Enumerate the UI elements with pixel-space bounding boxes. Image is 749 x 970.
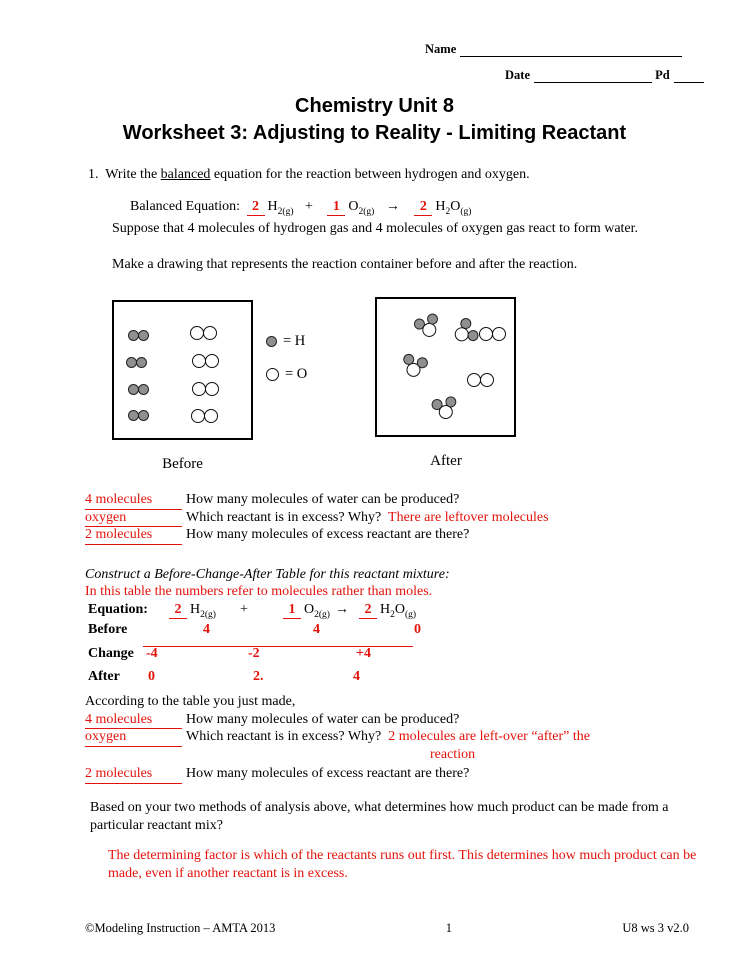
formula-h2o — [435, 199, 472, 217]
bca-eq-o2 — [280, 602, 330, 619]
bca-eq-h2 — [166, 602, 216, 619]
h2-molecule — [126, 357, 147, 368]
qa2-intro: According to the table you just made, — [85, 694, 296, 709]
formula-o2-symbol: O — [304, 602, 315, 617]
formula-o2 — [304, 602, 330, 620]
legend-o-row — [266, 366, 307, 383]
answer-blank: 4 molecules — [85, 491, 182, 510]
name-line — [425, 42, 682, 57]
legend-o-label: = O — [285, 366, 308, 382]
answer-blank: 2 molecules — [85, 526, 182, 545]
bca-intro-red: In this table the numbers refer to molecules rather than moles. — [85, 584, 433, 599]
bca-row-label-before: Before — [88, 622, 128, 637]
answer-note-continued: reaction — [430, 746, 476, 762]
question-1 — [88, 167, 708, 183]
o2-molecule — [467, 373, 494, 387]
question-text-underlined: balanced — [160, 167, 211, 182]
balanced-equation-label: Balanced Equation: — [130, 199, 241, 214]
coefficient-h2o: 2 — [414, 199, 432, 216]
qa1-line-3 — [85, 526, 725, 544]
formula-h2o-sub: 2 — [390, 609, 395, 620]
qa-set-1 — [85, 491, 725, 544]
formula-h2o-h: H — [380, 602, 391, 617]
bca-intro — [85, 566, 450, 600]
final-question: Based on your two methods of analysis above, what determines how much product can be made from a particular reactant mix? — [90, 800, 669, 833]
bca-before-h2: 4 — [203, 622, 210, 637]
h2o-molecule — [411, 310, 446, 343]
h2-molecule — [128, 384, 149, 395]
formula-o2-sub: 2(g) — [314, 609, 330, 620]
footer-version: U8 ws 3 v2.0 — [622, 921, 689, 935]
legend-h-row — [266, 333, 307, 350]
question-text-pre: Write the — [105, 167, 161, 182]
oxygen-atom — [204, 409, 218, 423]
oxygen-atom — [205, 354, 219, 368]
oxygen-atom — [190, 326, 204, 340]
formula-h2o-sub: 2 — [445, 206, 451, 217]
oxygen-atom — [479, 327, 493, 341]
formula-o2 — [348, 199, 375, 217]
date-label: Date — [505, 68, 530, 82]
oxygen-atom — [192, 354, 206, 368]
bca-change-o2: -2 — [248, 646, 260, 661]
qa2-line-1 — [85, 711, 730, 729]
formula-o2-symbol: O — [348, 199, 359, 214]
hydrogen-atom — [138, 410, 149, 421]
formula-h2o-state: (g) — [405, 609, 417, 620]
answer-blank: oxygen — [85, 728, 182, 747]
formula-h2 — [190, 602, 216, 620]
qa2-line-3 — [85, 765, 730, 783]
bca-change-h2: -4 — [146, 646, 158, 661]
o2-molecule — [191, 409, 218, 423]
footer-page-number: 1 — [445, 921, 452, 935]
question-number: 1. — [88, 167, 99, 182]
after-box — [375, 297, 516, 437]
question-text: How many molecules of water can be produced? — [186, 711, 460, 727]
bca-after-row — [88, 669, 528, 689]
o2-molecule — [192, 354, 219, 368]
hydrogen-atom-icon — [266, 336, 277, 347]
h2-molecule — [128, 410, 149, 421]
question-text: How many molecules of excess reactant are there? — [186, 766, 470, 781]
question-text: How many molecules of water can be produced? — [186, 492, 460, 507]
change-row-underline — [143, 646, 413, 647]
page-footer — [85, 921, 689, 936]
bca-change-row — [88, 646, 528, 666]
answer-note: 2 molecules are left-over “after” the — [388, 729, 590, 744]
bca-after-h2o: 4 — [353, 669, 360, 684]
after-label: After — [430, 453, 462, 469]
formula-h2-sub: 2(g) — [200, 609, 216, 620]
bca-after-o2: 2. — [253, 669, 264, 684]
formula-h2o — [380, 602, 417, 620]
plus-sign: + — [240, 602, 248, 617]
oxygen-atom — [205, 382, 219, 396]
coefficient-h2: 2 — [247, 199, 265, 216]
hydrogen-atom — [138, 384, 149, 395]
h2-molecule — [128, 330, 149, 341]
oxygen-atom — [192, 382, 206, 396]
qa2-line-2 — [85, 728, 730, 746]
legend-h-label: = H — [283, 333, 306, 349]
formula-h2-sub: 2(g) — [277, 206, 294, 217]
h2o-molecule — [429, 394, 461, 424]
o2-molecule — [190, 326, 217, 340]
name-label: Name — [425, 42, 457, 56]
oxygen-atom — [480, 373, 494, 387]
final-answer: The determining factor is which of the reactants runs out first. This determines how much product can be made, even if another reactant is in excess. — [108, 848, 697, 881]
bca-row-label-after: After — [88, 669, 120, 684]
title-line1: Chemistry Unit 8 — [295, 95, 454, 117]
suppose-text: Suppose that 4 molecules of hydrogen gas and 4 molecules of oxygen gas react to form water. — [112, 221, 639, 236]
answer-blank: oxygen — [85, 509, 182, 528]
pd-label: Pd — [655, 68, 670, 82]
answer-blank: 2 molecules — [85, 765, 182, 784]
o2-molecule — [192, 382, 219, 396]
question-text: Which reactant is in excess? Why? — [186, 509, 382, 525]
answer-blank: 4 molecules — [85, 711, 182, 730]
h2o-molecule — [447, 315, 482, 351]
bca-row-label-change: Change — [88, 646, 134, 661]
bca-after-h2: 0 — [148, 669, 155, 684]
title-line2: Worksheet 3: Adjusting to Reality - Limiting Reactant — [122, 122, 627, 144]
answer-note: There are leftover molecules — [388, 509, 549, 525]
legend — [266, 333, 307, 399]
date-line — [505, 68, 704, 83]
question-text-post: equation for the reaction between hydrogen and oxygen. — [210, 167, 530, 182]
formula-h2 — [267, 199, 294, 217]
formula-h2-symbol: H — [190, 602, 201, 617]
bca-equation-row — [88, 602, 528, 622]
question-text: How many molecules of excess reactant are there? — [186, 527, 470, 542]
bca-change-h2o: +4 — [356, 646, 371, 661]
bca-before-h2o: 0 — [414, 622, 421, 637]
reaction-arrow: → — [385, 199, 400, 214]
formula-o2-sub: 2(g) — [358, 206, 375, 217]
oxygen-atom — [492, 327, 506, 341]
bca-before-row — [88, 622, 528, 642]
footer-copyright: ©Modeling Instruction – AMTA 2013 — [85, 921, 276, 935]
before-box — [112, 300, 253, 440]
bca-intro-italic: Construct a Before-Change-After Table for this reactant mixture: — [85, 567, 450, 582]
drawing-instruction: Make a drawing that represents the reaction container before and after the reaction. — [112, 257, 578, 272]
hydrogen-atom — [138, 330, 149, 341]
qa1-line-2 — [85, 509, 725, 527]
bca-eq-h2o — [356, 602, 416, 619]
page-title — [0, 93, 749, 147]
formula-h2-symbol: H — [267, 199, 278, 214]
hydrogen-atom — [136, 357, 147, 368]
formula-h2o-o: O — [450, 199, 461, 214]
qa1-line-1 — [85, 491, 725, 509]
oxygen-atom — [191, 409, 205, 423]
plus-sign: + — [304, 199, 313, 214]
formula-h2o-state: (g) — [460, 206, 472, 217]
oxygen-atom — [467, 373, 481, 387]
o2-molecule — [479, 327, 506, 341]
before-label: Before — [162, 456, 203, 472]
h2o-molecule — [399, 353, 430, 381]
formula-h2o-h: H — [435, 199, 446, 214]
coefficient-h2: 2 — [169, 602, 187, 619]
balanced-equation — [130, 199, 471, 216]
name-blank — [460, 44, 682, 57]
qa-set-2 — [85, 693, 730, 783]
reaction-arrow: → — [335, 602, 349, 617]
bca-row-label-equation: Equation: — [88, 602, 148, 617]
pd-blank — [674, 70, 704, 83]
oxygen-atom — [203, 326, 217, 340]
coefficient-o2: 1 — [327, 199, 345, 216]
coefficient-h2o: 2 — [359, 602, 377, 619]
formula-h2o-o: O — [394, 602, 405, 617]
oxygen-atom-icon — [266, 368, 279, 381]
bca-before-o2: 4 — [313, 622, 320, 637]
coefficient-o2: 1 — [283, 602, 301, 619]
question-text: Which reactant is in excess? Why? — [186, 729, 382, 744]
date-blank — [534, 70, 652, 83]
